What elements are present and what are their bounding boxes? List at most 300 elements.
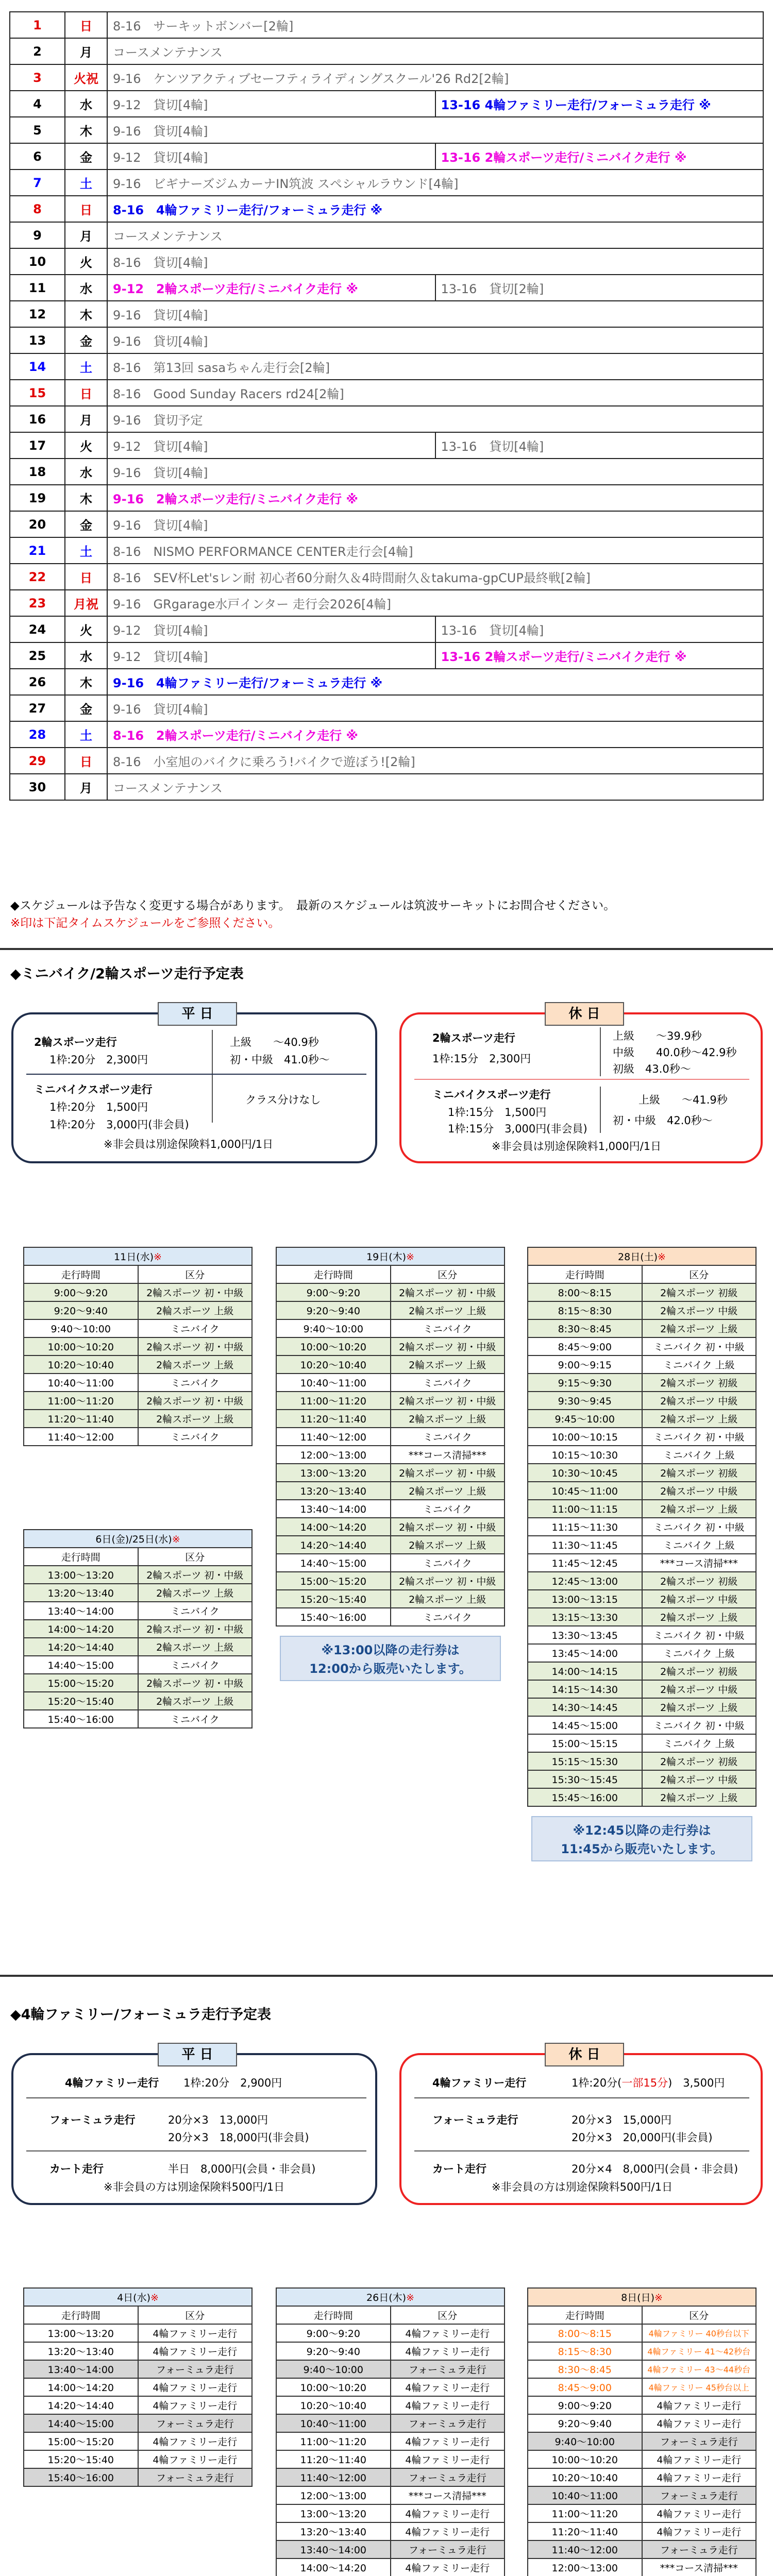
calendar-event: 9-12 貸切[4輪] xyxy=(107,91,435,117)
time-cell: 10:00～10:20 xyxy=(276,1337,391,1355)
calendar-event: 9-12 貸切[4輪] xyxy=(107,143,435,170)
calendar-day: 23 xyxy=(10,590,65,616)
calendar-day: 28 xyxy=(10,721,65,748)
table-row xyxy=(528,1788,756,1806)
time-cell: 10:15～10:30 xyxy=(528,1446,642,1464)
category-cell: ミニバイク xyxy=(391,1374,505,1392)
table-row xyxy=(528,1446,756,1464)
time-cell: 15:30～15:45 xyxy=(528,1770,642,1788)
calendar-event: 8-16 Good Sunday Racers rd24[2輪] xyxy=(107,380,763,406)
schedule-date: 28日(土) xyxy=(618,1251,658,1263)
presale-note-line: 11:45から販売いたします。 xyxy=(561,1842,723,1856)
table-row xyxy=(528,1554,756,1572)
moto-hd-sport-class: 上級 ～39.9秒 xyxy=(613,1030,702,1042)
car-hd-family-title: 4輪ファミリー走行 xyxy=(432,2077,527,2089)
table-row xyxy=(276,1608,505,1626)
table-row xyxy=(24,2378,252,2396)
category-cell: ***コース清掃*** xyxy=(391,1446,505,1464)
calendar-event: 9-16 貸切[4輪] xyxy=(107,695,763,721)
table-row xyxy=(276,2558,505,2576)
time-cell: 14:00～14:20 xyxy=(276,2558,391,2576)
time-cell: 13:20～13:40 xyxy=(276,1482,391,1500)
time-cell: 15:20～15:40 xyxy=(24,2450,138,2468)
calendar-day: 13 xyxy=(10,327,65,353)
calendar-weekday: 土 xyxy=(65,537,107,564)
category-cell: 4輪ファミリー走行 xyxy=(391,2432,505,2450)
calendar-note: ◆スケジュールは予告なく変更する場合があります。 最新のスケジュールは筑波サーキットにお問合せください。 xyxy=(10,899,616,912)
schedule-table xyxy=(276,1247,505,1626)
category-cell: 4輪ファミリー 45秒台以上 xyxy=(642,2378,757,2396)
schedule-table xyxy=(23,1247,253,1446)
column-header: 区分 xyxy=(642,1265,757,1283)
table-row xyxy=(24,1374,252,1392)
category-cell: 2輪スポーツ 上級 xyxy=(391,1590,505,1608)
time-cell: 13:30～13:45 xyxy=(528,1626,642,1644)
calendar-weekday: 火祝 xyxy=(65,64,107,91)
calendar-row xyxy=(10,642,763,669)
time-cell: 8:45～9:00 xyxy=(528,2378,642,2396)
table-row xyxy=(528,2378,756,2396)
category-cell: 2輪スポーツ 初・中級 xyxy=(391,1283,505,1301)
category-cell: 2輪スポーツ 初・中級 xyxy=(138,1392,253,1410)
time-cell: 11:00～11:20 xyxy=(276,2432,391,2450)
category-cell: ミニバイク 上級 xyxy=(642,1734,757,1752)
table-row xyxy=(24,2414,252,2432)
calendar-row xyxy=(10,353,763,380)
moto-wd-mini-price: 1枠:20分 3,000円(非会員) xyxy=(49,1118,189,1131)
car-weekday-box xyxy=(11,2047,377,2205)
category-cell: ***コース清掃*** xyxy=(391,2486,505,2504)
table-row xyxy=(528,1626,756,1644)
category-cell: フォーミュラ走行 xyxy=(642,2432,757,2450)
divider xyxy=(414,1079,749,1080)
time-cell: 10:40～11:00 xyxy=(24,1374,138,1392)
category-cell: 4輪ファミリー 40秒台以下 xyxy=(642,2324,757,2342)
category-cell: ミニバイク xyxy=(138,1428,253,1446)
calendar-event: 9-16 ケンツアクティブセーフティライディングスクール'26 Rd2[2輪] xyxy=(107,64,763,91)
category-cell: 2輪スポーツ 上級 xyxy=(642,1698,757,1716)
time-cell: 9:00～9:20 xyxy=(528,2396,642,2414)
calendar-event: 8-16 4輪ファミリー走行/フォーミュラ走行 ※ xyxy=(107,196,763,222)
car-holiday-box xyxy=(399,2047,763,2205)
calendar-row xyxy=(10,669,763,695)
table-row xyxy=(528,2342,756,2360)
table-row xyxy=(24,2450,252,2468)
category-cell: 2輪スポーツ 上級 xyxy=(138,1584,253,1602)
table-row xyxy=(24,1283,252,1301)
category-cell: 4輪ファミリー走行 xyxy=(391,2378,505,2396)
table-row xyxy=(276,1283,505,1301)
calendar-row xyxy=(10,196,763,222)
calendar-event: 8-16 NISMO PERFORMANCE CENTER走行会[4輪] xyxy=(107,537,763,564)
schedule-table xyxy=(527,1247,757,1807)
time-cell: 9:00～9:20 xyxy=(276,1283,391,1301)
category-cell: 2輪スポーツ 初・中級 xyxy=(138,1620,253,1638)
category-cell: 2輪スポーツ 初級 xyxy=(642,1374,757,1392)
category-cell: ミニバイク 初・中級 xyxy=(642,1626,757,1644)
category-cell: フォーミュラ走行 xyxy=(642,2486,757,2504)
category-cell: ミニバイク 初・中級 xyxy=(642,1716,757,1734)
calendar-weekday: 土 xyxy=(65,170,107,196)
calendar-day: 30 xyxy=(10,774,65,800)
category-cell: 2輪スポーツ 上級 xyxy=(138,1692,253,1710)
calendar-event: 9-16 貸切[4輪] xyxy=(107,327,763,353)
table-row xyxy=(528,2468,756,2486)
calendar-day: 12 xyxy=(10,301,65,327)
time-cell: 9:40～10:00 xyxy=(24,1319,138,1337)
time-cell: 15:15～15:30 xyxy=(528,1752,642,1770)
schedule-table xyxy=(276,2287,505,2576)
category-cell: 4輪ファミリー走行 xyxy=(391,2324,505,2342)
table-row xyxy=(24,1584,252,1602)
calendar-weekday: 火 xyxy=(65,248,107,275)
time-cell: 8:15～8:30 xyxy=(528,1301,642,1319)
category-cell: 4輪ファミリー走行 xyxy=(391,2450,505,2468)
table-row xyxy=(528,2396,756,2414)
category-cell: ミニバイク 初・中級 xyxy=(642,1337,757,1355)
presale-note xyxy=(280,1636,501,1681)
calendar-weekday: 月 xyxy=(65,38,107,64)
calendar-weekday: 水 xyxy=(65,275,107,301)
category-cell: 2輪スポーツ 上級 xyxy=(642,1608,757,1626)
table-row xyxy=(528,1698,756,1716)
calendar-day: 27 xyxy=(10,695,65,721)
divider xyxy=(26,2150,366,2151)
table-row xyxy=(528,1410,756,1428)
calendar-event: 8-16 小室旭のバイクに乗ろう!バイクで遊ぼう![2輪] xyxy=(107,748,763,774)
schedule-mark: ※ xyxy=(406,1251,414,1263)
table-row xyxy=(276,1337,505,1355)
category-cell: ***コース清掃*** xyxy=(642,2558,757,2576)
calendar-day: 2 xyxy=(10,38,65,64)
event-calendar xyxy=(9,11,764,801)
schedule-mark: ※ xyxy=(406,2292,414,2303)
column-header: 走行時間 xyxy=(528,1265,642,1283)
schedule-mark: ※ xyxy=(654,2292,663,2303)
calendar-row xyxy=(10,327,763,353)
time-cell: 15:00～15:20 xyxy=(24,1674,138,1692)
category-cell: フォーミュラ走行 xyxy=(391,2540,505,2558)
time-cell: 11:40～12:00 xyxy=(528,2540,642,2558)
table-row xyxy=(24,1710,252,1728)
calendar-event: 9-16 貸切予定 xyxy=(107,406,763,432)
category-cell: 4輪ファミリー走行 xyxy=(642,2414,757,2432)
category-cell: 2輪スポーツ 初級 xyxy=(642,1752,757,1770)
table-row xyxy=(24,2432,252,2450)
car-wd-family-title: 4輪ファミリー走行 xyxy=(65,2077,159,2089)
calendar-event: 8-16 第13回 sasaちゃん走行会[2輪] xyxy=(107,353,763,380)
time-cell: 12:45～13:00 xyxy=(528,1572,642,1590)
category-cell: ミニバイク 初・中級 xyxy=(642,1518,757,1536)
moto-wd-sport-class: 初・中級 41.0秒～ xyxy=(230,1054,330,1066)
schedule-title xyxy=(276,2288,505,2306)
calendar-weekday: 木 xyxy=(65,301,107,327)
calendar-day: 24 xyxy=(10,616,65,642)
category-cell: ミニバイク xyxy=(138,1656,253,1674)
calendar-event: 9-16 2輪スポーツ走行/ミニバイク走行 ※ xyxy=(107,485,763,511)
calendar-row xyxy=(10,222,763,248)
calendar-mark-note: ※印は下記タイムスケジュールをご参照ください。 xyxy=(10,917,280,930)
calendar-day: 20 xyxy=(10,511,65,537)
table-row xyxy=(528,1428,756,1446)
time-cell: 14:20～14:40 xyxy=(24,2396,138,2414)
column-header: 区分 xyxy=(391,1265,505,1283)
calendar-weekday: 火 xyxy=(65,432,107,459)
moto-wd-sport-class: 上級 ～40.9秒 xyxy=(230,1036,319,1048)
time-cell: 13:20～13:40 xyxy=(24,1584,138,1602)
calendar-event: 9-16 貸切[4輪] xyxy=(107,511,763,537)
category-cell: ***コース清掃*** xyxy=(642,1554,757,1572)
moto-wd-sport-price: 1枠:20分 2,300円 xyxy=(49,1054,148,1066)
schedule-title xyxy=(528,2288,756,2306)
category-cell: 4輪ファミリー走行 xyxy=(642,2468,757,2486)
calendar-event: 9-12 貸切[4輪] xyxy=(107,642,435,669)
table-row xyxy=(528,1355,756,1374)
table-row xyxy=(276,1518,505,1536)
category-cell: 4輪ファミリー走行 xyxy=(391,2558,505,2576)
schedule-table xyxy=(23,1529,253,1728)
table-row xyxy=(528,1734,756,1752)
category-cell: 2輪スポーツ 初・中級 xyxy=(138,1337,253,1355)
moto-wd-insurance: ※非会員は別途保険料1,000円/1日 xyxy=(104,1138,274,1150)
calendar-day: 16 xyxy=(10,406,65,432)
car-hd-formula-price: 20分×3 20,000円(非会員) xyxy=(572,2131,713,2144)
calendar-row xyxy=(10,380,763,406)
table-row xyxy=(276,2342,505,2360)
table-row xyxy=(528,1770,756,1788)
calendar-weekday: 金 xyxy=(65,695,107,721)
divider xyxy=(414,2097,749,2098)
calendar-row xyxy=(10,91,763,117)
time-cell: 8:45～9:00 xyxy=(528,1337,642,1355)
time-cell: 13:15～13:30 xyxy=(528,1608,642,1626)
calendar-row xyxy=(10,38,763,64)
category-cell: 4輪ファミリー走行 xyxy=(642,2504,757,2522)
table-row xyxy=(276,1355,505,1374)
time-cell: 15:20～15:40 xyxy=(24,1692,138,1710)
category-cell: 2輪スポーツ 初・中級 xyxy=(391,1464,505,1482)
category-cell: ミニバイク xyxy=(138,1710,253,1728)
car-hd-kart-price: 20分×4 8,000円(会員・非会員) xyxy=(572,2163,738,2175)
time-cell: 8:30～8:45 xyxy=(528,2360,642,2378)
table-row xyxy=(24,1656,252,1674)
category-cell: 4輪ファミリー走行 xyxy=(642,2522,757,2540)
time-cell: 8:15～8:30 xyxy=(528,2342,642,2360)
calendar-day: 6 xyxy=(10,143,65,170)
time-cell: 8:00～8:15 xyxy=(528,2324,642,2342)
calendar-weekday: 水 xyxy=(65,642,107,669)
calendar-row xyxy=(10,459,763,485)
table-row xyxy=(528,2522,756,2540)
schedule-mark: ※ xyxy=(172,1534,180,1545)
calendar-day: 11 xyxy=(10,275,65,301)
time-cell: 8:00～8:15 xyxy=(528,1283,642,1301)
presale-note-line: ※12:45以降の走行券は xyxy=(573,1823,711,1838)
time-cell: 13:00～13:20 xyxy=(24,1566,138,1584)
time-cell: 11:00～11:20 xyxy=(24,1392,138,1410)
category-cell: 4輪ファミリー走行 xyxy=(391,2522,505,2540)
time-cell: 11:15～11:30 xyxy=(528,1518,642,1536)
time-cell: 14:40～15:00 xyxy=(276,1554,391,1572)
time-cell: 10:40～11:00 xyxy=(276,1374,391,1392)
calendar-weekday: 木 xyxy=(65,669,107,695)
calendar-weekday: 日 xyxy=(65,380,107,406)
category-cell: 2輪スポーツ 初・中級 xyxy=(138,1566,253,1584)
table-row xyxy=(528,1680,756,1698)
table-row xyxy=(24,1638,252,1656)
time-cell: 10:40～11:00 xyxy=(276,2414,391,2432)
schedule-table xyxy=(23,2287,253,2487)
table-row xyxy=(528,1319,756,1337)
table-row xyxy=(24,2396,252,2414)
time-cell: 14:30～14:45 xyxy=(528,1698,642,1716)
table-row xyxy=(276,1482,505,1500)
table-row xyxy=(24,1692,252,1710)
category-cell: 2輪スポーツ 初級 xyxy=(642,1572,757,1590)
time-cell: 11:40～12:00 xyxy=(276,2468,391,2486)
category-cell: 2輪スポーツ 上級 xyxy=(642,1410,757,1428)
table-row xyxy=(276,2324,505,2342)
time-cell: 14:40～15:00 xyxy=(24,2414,138,2432)
calendar-event: 13-16 貸切[4輪] xyxy=(435,616,764,642)
calendar-event: 9-16 GRgarage水戸インター 走行会2026[4輪] xyxy=(107,590,763,616)
time-cell: 10:00～10:20 xyxy=(276,2378,391,2396)
calendar-event: 9-12 貸切[4輪] xyxy=(107,616,435,642)
table-row xyxy=(276,2396,505,2414)
table-row xyxy=(528,2432,756,2450)
category-cell: ミニバイク 上級 xyxy=(642,1355,757,1374)
table-row xyxy=(528,2360,756,2378)
category-cell: 2輪スポーツ 初・中級 xyxy=(391,1392,505,1410)
calendar-event: 9-16 貸切[4輪] xyxy=(107,301,763,327)
car-section-title: ◆4輪ファミリー/フォーミュラ走行予定表 xyxy=(10,2007,271,2023)
time-cell: 15:40～16:00 xyxy=(24,1710,138,1728)
category-cell: 2輪スポーツ 中級 xyxy=(642,1590,757,1608)
car-hd-kart-title: カート走行 xyxy=(432,2163,486,2175)
category-cell: 4輪ファミリー走行 xyxy=(138,2324,253,2342)
category-cell: 2輪スポーツ 上級 xyxy=(138,1410,253,1428)
divider xyxy=(600,1087,601,1133)
time-cell: 11:40～12:00 xyxy=(276,1428,391,1446)
time-cell: 13:00～13:20 xyxy=(24,2324,138,2342)
column-header: 走行時間 xyxy=(24,2306,138,2324)
column-header: 区分 xyxy=(138,1548,253,1566)
divider xyxy=(600,1027,601,1076)
time-cell: 13:00～13:20 xyxy=(276,1464,391,1482)
moto-hd-mini-title: ミニバイクスポーツ走行 xyxy=(432,1089,551,1101)
time-cell: 10:00～10:15 xyxy=(528,1428,642,1446)
category-cell: 2輪スポーツ 中級 xyxy=(642,1392,757,1410)
table-row xyxy=(528,2540,756,2558)
calendar-weekday: 日 xyxy=(65,196,107,222)
calendar-event: 13-16 2輪スポーツ走行/ミニバイク走行 ※ xyxy=(435,143,764,170)
calendar-weekday: 月祝 xyxy=(65,590,107,616)
weekday-label: 平 日 xyxy=(158,2043,237,2066)
table-row xyxy=(528,1374,756,1392)
calendar-day: 1 xyxy=(10,12,65,38)
category-cell: 2輪スポーツ 初級 xyxy=(642,1662,757,1680)
calendar-event: 13-16 貸切[2輪] xyxy=(435,275,764,301)
calendar-weekday: 金 xyxy=(65,327,107,353)
category-cell: ミニバイク xyxy=(138,1319,253,1337)
time-cell: 12:00～13:00 xyxy=(528,2558,642,2576)
calendar-event: コースメンテナンス xyxy=(107,222,763,248)
table-row xyxy=(276,2504,505,2522)
time-cell: 15:20～15:40 xyxy=(276,1590,391,1608)
table-row xyxy=(276,1500,505,1518)
table-row xyxy=(528,1572,756,1590)
category-cell: 2輪スポーツ 上級 xyxy=(642,1319,757,1337)
time-cell: 11:30～11:45 xyxy=(528,1536,642,1554)
time-cell: 15:00～15:20 xyxy=(24,2432,138,2450)
table-row xyxy=(24,1620,252,1638)
category-cell: 2輪スポーツ 上級 xyxy=(391,1482,505,1500)
table-row xyxy=(528,1482,756,1500)
time-cell: 15:00～15:20 xyxy=(276,1572,391,1590)
table-row xyxy=(276,1428,505,1446)
weekday-label: 平 日 xyxy=(158,1002,237,1026)
category-cell: 2輪スポーツ 中級 xyxy=(642,1301,757,1319)
time-cell: 14:00～14:20 xyxy=(24,2378,138,2396)
calendar-row xyxy=(10,695,763,721)
time-cell: 10:40～11:00 xyxy=(528,2486,642,2504)
time-cell: 14:40～15:00 xyxy=(24,1656,138,1674)
calendar-row xyxy=(10,590,763,616)
schedule-title xyxy=(528,1247,756,1265)
calendar-row xyxy=(10,301,763,327)
table-row xyxy=(24,1674,252,1692)
time-cell: 13:00～13:15 xyxy=(528,1590,642,1608)
schedule-title xyxy=(24,1247,252,1265)
schedule-date: 8日(日) xyxy=(621,2292,654,2303)
time-cell: 9:40～10:00 xyxy=(528,2432,642,2450)
car-hd-formula-title: フォーミュラ走行 xyxy=(432,2114,518,2126)
category-cell: ミニバイク xyxy=(391,1608,505,1626)
moto-weekday-box xyxy=(11,1006,377,1163)
category-cell: 4輪ファミリー走行 xyxy=(391,2396,505,2414)
time-cell: 13:20～13:40 xyxy=(276,2522,391,2540)
time-cell: 11:45～12:45 xyxy=(528,1554,642,1572)
time-cell: 13:40～14:00 xyxy=(276,1500,391,1518)
category-cell: 4輪ファミリー 41～42秒台 xyxy=(642,2342,757,2360)
calendar-weekday: 月 xyxy=(65,774,107,800)
presale-note-line: ※13:00以降の走行券は xyxy=(321,1643,460,1657)
calendar-event: 8-16 サーキットボンバー[2輪] xyxy=(107,12,763,38)
table-row xyxy=(24,2342,252,2360)
time-cell: 10:00～10:20 xyxy=(528,2450,642,2468)
moto-wd-mini-class: クラス分けなし xyxy=(245,1094,321,1106)
category-cell: 2輪スポーツ 上級 xyxy=(138,1638,253,1656)
time-cell: 10:20～10:40 xyxy=(276,1355,391,1374)
moto-hd-mini-price: 1枠:15分 3,000円(非会員) xyxy=(448,1123,587,1135)
calendar-row xyxy=(10,248,763,275)
calendar-row xyxy=(10,275,763,301)
table-row xyxy=(276,1572,505,1590)
table-row xyxy=(276,1301,505,1319)
divider xyxy=(26,2097,366,2098)
calendar-row xyxy=(10,485,763,511)
table-row xyxy=(24,2468,252,2486)
table-row xyxy=(528,1337,756,1355)
time-cell: 10:20～10:40 xyxy=(276,2396,391,2414)
table-row xyxy=(276,1554,505,1572)
holiday-label: 休 日 xyxy=(545,1002,624,1026)
calendar-row xyxy=(10,511,763,537)
calendar-day: 15 xyxy=(10,380,65,406)
time-cell: 9:00～9:20 xyxy=(24,1283,138,1301)
calendar-day: 25 xyxy=(10,642,65,669)
time-cell: 9:20～9:40 xyxy=(276,1301,391,1319)
